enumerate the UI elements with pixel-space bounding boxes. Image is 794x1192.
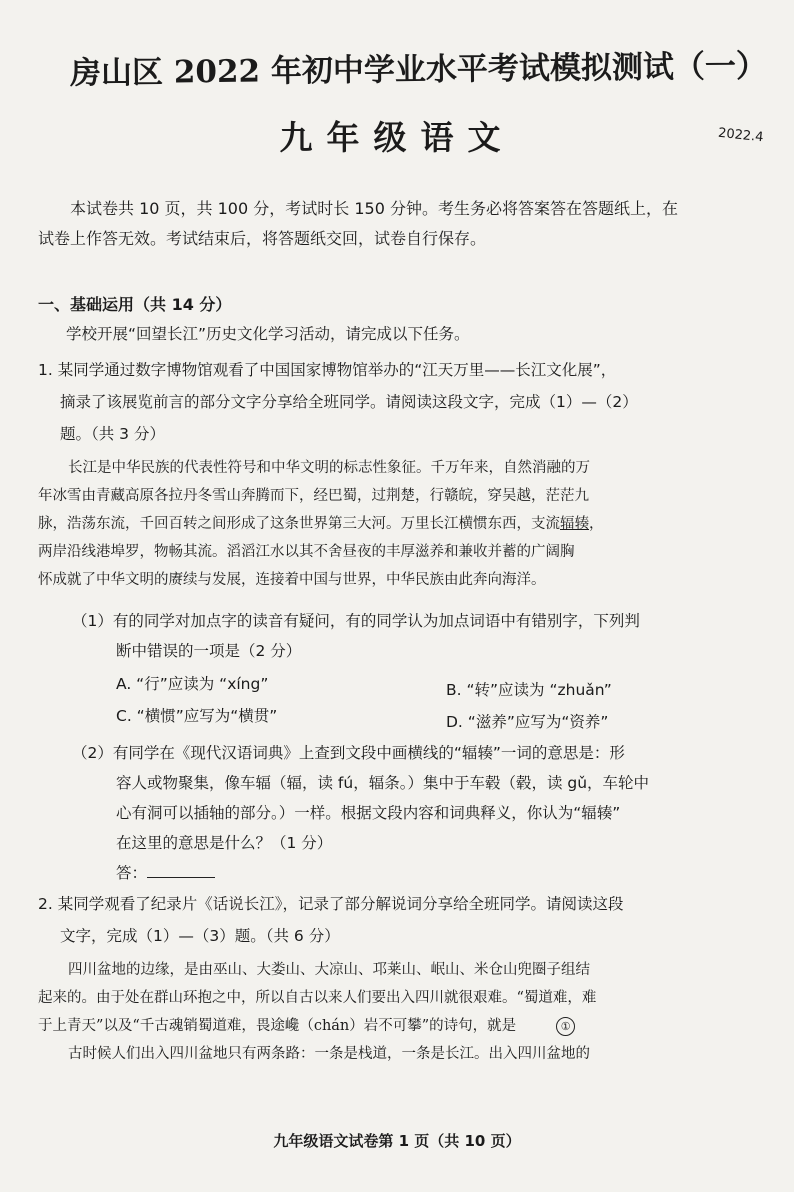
- notice-line: 试卷上作答无效。考试结束后，将答题纸交回，试卷自行保存。: [38, 229, 487, 248]
- question-line: 题。（共 3 分）: [60, 425, 165, 443]
- sub-question-line: 在这里的意思是什么？（1 分）: [116, 834, 333, 852]
- option-d: D. “滋养”应写为“资养”: [446, 713, 609, 731]
- answer-label: 答：: [116, 864, 148, 882]
- exam-date: 2022.4: [717, 125, 765, 146]
- passage-line: 长江是中华民族的代表性符号和中华文明的标志性象征。千万年来，自然消融的万: [68, 460, 590, 476]
- question-line: 1. 某同学通过数字博物馆观看了中国国家博物馆举办的“江天万里——长江文化展”，: [38, 361, 617, 379]
- sub-question-line: （2）有同学在《现代汉语词典》上查到文段中画横线的“辐辏”一词的意思是：形: [72, 744, 625, 762]
- passage-line-text: 脉，浩荡东流，千回百转之间形成了这条世界第三大河。万里长江横惯东西，支流: [38, 516, 560, 532]
- punctuation: ，: [589, 516, 604, 532]
- question-line: 2. 某同学观看了纪录片《话说长江》，记录了部分解说词分享给全班同学。请阅读这段: [38, 895, 624, 913]
- option-b: B. “转”应读为 “zhuǎn”: [446, 681, 612, 699]
- sub-question-line: 容人或物聚集，像车辐（辐，读 fú，辐条。）集中于车毂（毂，读 gǔ，车轮中: [116, 774, 650, 792]
- question-line: 摘录了该展览前言的部分文字分享给全班同学。请阅读这段文字，完成（1）—（2）: [60, 393, 638, 411]
- question-line: 文字，完成（1）—（3）题。（共 6 分）: [60, 927, 340, 945]
- question-2-stem: [38, 890, 768, 950]
- exam-subject: 九年级语文: [279, 118, 515, 157]
- passage-line: 怀成就了中华文明的赓续与发展，连接着中国与世界，中华民族由此奔向海洋。: [38, 572, 546, 588]
- passage-line: [38, 510, 768, 538]
- option-c: C. “横惯”应写为“横贯”: [116, 707, 278, 725]
- exam-title: 房山区 2022 年初中学业水平考试模拟测试（一）: [69, 48, 768, 92]
- page-footer: 九年级语文试卷第 1 页（共 10 页）: [273, 1132, 521, 1150]
- passage-line: [38, 1012, 768, 1040]
- passage-1: [38, 454, 768, 594]
- question-1-stem: [38, 356, 768, 448]
- answer-line: [72, 858, 649, 888]
- passage-line: 古时候人们出入四川盆地只有两条路：一条是栈道，一条是长江。出入四川盆地的: [68, 1046, 590, 1062]
- section-intro-block: [38, 320, 768, 348]
- sub-question-line: 心有洞可以插轴的部分。）一样。根据文段内容和词典释义，你认为“辐辏”: [116, 804, 621, 822]
- blank-marker: ①: [556, 1017, 575, 1036]
- passage-line: 四川盆地的边缘，是由巫山、大娄山、大凉山、邛莱山、岷山、米仓山兜圈子组结: [68, 962, 590, 978]
- sub-question-1: [72, 606, 640, 666]
- passage-line: 两岸沿线港埠罗，物畅其流。滔滔江水以其不舍昼夜的丰厚滋养和兼收并蓄的广阔胸: [38, 544, 575, 560]
- sub-question-2: [72, 738, 649, 888]
- notice-line: 本试卷共 10 页，共 100 分，考试时长 150 分钟。考生务必将答案答在答题纸上，在: [70, 199, 678, 218]
- answer-blank[interactable]: [147, 863, 215, 878]
- sub-question-line: （1）有的同学对加点字的读音有疑问，有的同学认为加点词语中有错别字，下列判: [72, 612, 640, 630]
- option-a: A. “行”应读为 “xíng”: [116, 675, 269, 693]
- exam-notice: [38, 194, 758, 254]
- section-heading: 一、基础运用（共 14 分）: [38, 295, 232, 314]
- section-intro: 学校开展“回望长江”历史文化学习活动，请完成以下任务。: [66, 325, 470, 343]
- passage-line: 年冰雪由青藏高原各拉丹冬雪山奔腾而下，经巴蜀，过荆楚，行赣皖，穿吴越，茫茫九: [38, 488, 589, 504]
- passage-line: 起来的。由于处在群山环抱之中，所以自古以来人们要出入四川就很艰难。“蜀道难，难: [38, 990, 597, 1006]
- passage-2: [38, 956, 768, 1068]
- underlined-word: 辐辏: [560, 516, 589, 532]
- passage-line-text: 于上青天”以及“千古魂销蜀道难，畏途巉（chán）岩不可攀”的诗句，就是: [38, 1018, 517, 1034]
- sub-question-line: 断中错误的一项是（2 分）: [116, 642, 302, 660]
